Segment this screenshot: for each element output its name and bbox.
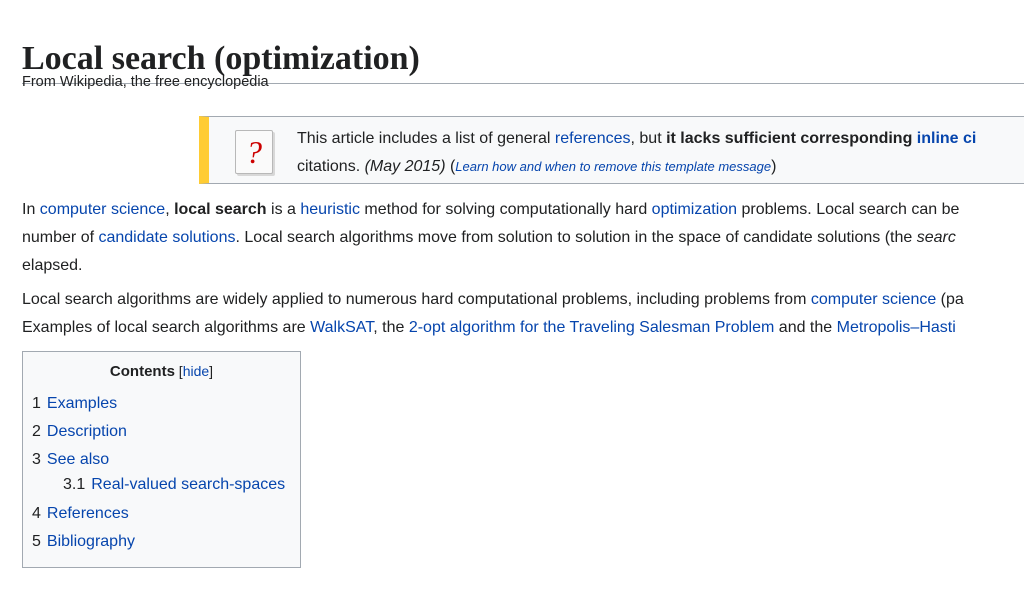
maintenance-notice-box: [199, 116, 1024, 184]
inline-citations-link[interactable]: inline ci: [916, 130, 977, 147]
toc-item-see-also[interactable]: [32, 446, 285, 474]
notice-text-part: (: [445, 158, 456, 175]
toc-bracket: ]: [209, 363, 214, 379]
toc-number: 1: [32, 395, 41, 412]
learn-remove-template-link[interactable]: Learn how and when to remove this template message: [455, 159, 772, 174]
computer-science-link[interactable]: computer science: [810, 291, 937, 308]
candidate-solutions-link[interactable]: candidate solutions: [98, 229, 236, 246]
text: In: [22, 201, 40, 218]
toc-heading: Contents: [109, 363, 175, 380]
text: ,: [165, 201, 175, 218]
bold-term: local search: [174, 201, 267, 218]
references-link[interactable]: references: [554, 130, 631, 147]
toc-title: [23, 363, 300, 380]
page-tagline: From Wikipedia, the free encyclopedia: [22, 74, 269, 90]
2-opt-link[interactable]: 2-opt algorithm for the Traveling Salesman Problem: [408, 319, 775, 336]
toc-link[interactable]: Real-valued search-spaces: [91, 476, 286, 493]
toc-number: 2: [32, 423, 41, 440]
notice-text-part: , but: [630, 130, 667, 147]
toc-link[interactable]: Bibliography: [46, 533, 135, 550]
text: is a: [266, 201, 301, 218]
toc-number: 3: [32, 451, 41, 468]
toc-number: 3.1: [63, 476, 86, 493]
toc-bracket: [: [174, 363, 183, 379]
toc-number: 5: [32, 533, 41, 550]
toc-item-real-valued-search-spaces[interactable]: [32, 474, 285, 500]
toc-hide-link[interactable]: hide: [182, 363, 210, 379]
toc-item-description[interactable]: [32, 418, 285, 446]
toc-item-examples[interactable]: [32, 390, 285, 418]
text: problems. Local search can be: [737, 201, 960, 218]
text: (pa: [936, 291, 964, 308]
text: , the: [373, 319, 409, 336]
computer-science-link[interactable]: computer science: [39, 201, 166, 218]
toc-number: 4: [32, 505, 41, 522]
toc-link[interactable]: Examples: [46, 395, 118, 412]
text: method for solving computationally hard: [359, 201, 652, 218]
toc-link[interactable]: Description: [46, 423, 127, 440]
toc-item-bibliography[interactable]: [32, 528, 285, 556]
notice-bold-text: it lacks sufficient corresponding: [666, 130, 917, 147]
table-of-contents: [22, 351, 301, 568]
text: Examples of local search algorithms are: [22, 319, 311, 336]
text: . Local search algorithms move from solution to solution in the space of candidate solutions (the: [235, 229, 917, 246]
walksat-link[interactable]: WalkSAT: [310, 319, 374, 336]
text: elapsed.: [22, 257, 83, 274]
notice-date: (May 2015): [364, 158, 446, 175]
toc-link[interactable]: See also: [46, 451, 110, 468]
text: and the: [774, 319, 837, 336]
text: Local search algorithms are widely applied to numerous hard computational problems, including problems from: [22, 291, 811, 308]
intro-paragraph: [22, 196, 959, 280]
toc-item-references[interactable]: [32, 500, 285, 528]
notice-text-part: This article includes a list of general: [297, 130, 555, 147]
notice-text: [297, 125, 976, 181]
text: number of: [22, 229, 99, 246]
heuristic-link[interactable]: heuristic: [300, 201, 360, 218]
page-title: Local search (optimization): [22, 37, 1024, 84]
metropolis-hastings-link[interactable]: Metropolis–Hasti: [836, 319, 956, 336]
second-paragraph: [22, 286, 964, 342]
toc-link[interactable]: References: [46, 505, 129, 522]
question-mark-icon: ?: [235, 130, 273, 174]
optimization-link[interactable]: optimization: [651, 201, 738, 218]
italic-term: searc: [916, 229, 956, 246]
toc-list: [32, 390, 285, 556]
notice-text-part: citations.: [297, 158, 365, 175]
notice-text-part: ): [771, 158, 777, 175]
